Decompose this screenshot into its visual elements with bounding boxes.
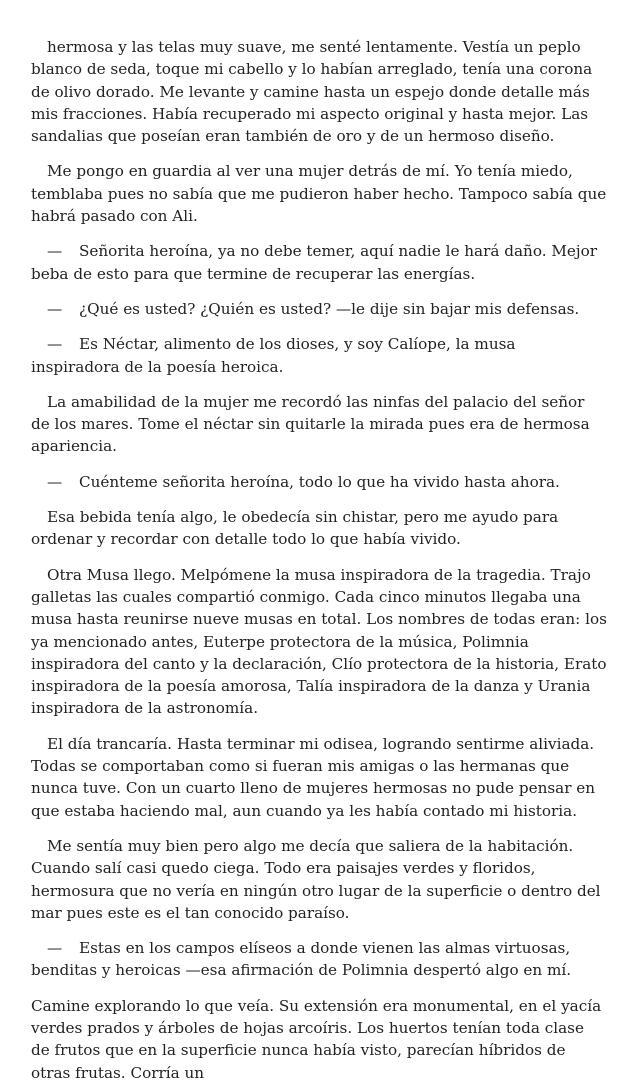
dialogue-dash: — [47, 939, 63, 958]
dialogue-dash: — [47, 335, 63, 354]
paragraph-1: hermosa y las telas muy suave, me senté lentamente. Vestía un peplo blanco de seda, toque mi cabello y lo habían arreglado, tenía una corona de olivo dorado. Me levante y camine hasta un espejo donde detalle más mis fracciones. Había recuperado mi aspecto original y hasta mejor. Las sandalias que poseían eran también de oro y de un hermoso diseño. [31, 38, 593, 146]
paragraph-5: Otra Musa llego. Melpómene la musa inspiradora de la tragedia. Trajo galletas las cuales compartió conmigo. Cada cinco minutos llegaba una musa hasta reunirse nueve musas en total. Los nombres de todas eran: los ya mencionado antes, Euterpe protectora de la música, Polimnia inspiradora del canto y la declaración, Clío protectora de la historia, Erato inspiradora de la poesía amorosa, Talía inspiradora de la danza y Urania inspiradora de la astronomía. [31, 565, 607, 718]
paragraph-3: La amabilidad de la mujer me recordó las ninfas del palacio del señor de los mares. Tome el néctar sin quitarle la mirada pues era de hermosa apariencia. [31, 392, 590, 456]
dialogue-line-3 [31, 333, 607, 378]
dialogue-line-2 [31, 298, 607, 320]
dialogue-line-4 [31, 471, 607, 493]
dialogue-dash: — [47, 472, 63, 491]
dialogue-text: Estas en los campos elíseos a donde vienen las almas virtuosas, benditas y heroicas —esa afirmación de Polimnia despertó algo en mí. [31, 939, 572, 980]
paragraph-6: El día trancaría. Hasta terminar mi odisea, logrando sentirme aliviada. Todas se comportaban como si fueran mis amigas o las hermanas que nunca tuve. Con un cuarto lleno de mujeres hermosas no pude pensar en que estaba haciendo mal, aun cuando ya les había contado mi historia. [31, 734, 596, 820]
paragraph-7: Me sentía muy bien pero algo me decía que saliera de la habitación. Cuando salí casi quedo ciega. Todo era paisajes verdes y floridos, hermosura que no vería en ningún otro lugar de la superficie o dentro del mar pues este es el tan conocido paraíso. [31, 836, 601, 922]
dialogue-text: Señorita heroína, ya no debe temer, aquí nadie le hará daño. Mejor beba de esto para que termine de recuperar las energías. [31, 242, 597, 283]
dialogue-dash: — [47, 242, 63, 261]
paragraph-8: Camine explorando lo que veía. Su extensión era monumental, en el yacía verdes prados y árboles de hojas arcoíris. Los huertos tenían toda clase de frutos que en la superficie nunca había visto, parecían híbridos de otras frutas. Corría un [31, 996, 602, 1082]
dialogue-text: Es Néctar, alimento de los dioses, y soy Calíope, la musa inspiradora de la poesía heroica. [31, 335, 516, 376]
paragraph-2: Me pongo en guardia al ver una mujer detrás de mí. Yo tenía miedo, temblaba pues no sabía que me pudieron haber hecho. Tampoco sabía que habrá pasado con Ali. [31, 162, 607, 226]
dialogue-text: ¿Qué es usted? ¿Quién es usted? —le dije sin bajar mis defensas. [79, 299, 580, 318]
dialogue-dash: — [47, 299, 63, 318]
paragraph-4: Esa bebida tenía algo, le obedecía sin chistar, pero me ayudo para ordenar y recordar con detalle todo lo que había vivido. [31, 508, 559, 549]
dialogue-line-5 [31, 937, 607, 982]
dialogue-line-1 [31, 240, 607, 285]
dialogue-text: Cuénteme señorita heroína, todo lo que ha vivido hasta ahora. [79, 472, 560, 491]
